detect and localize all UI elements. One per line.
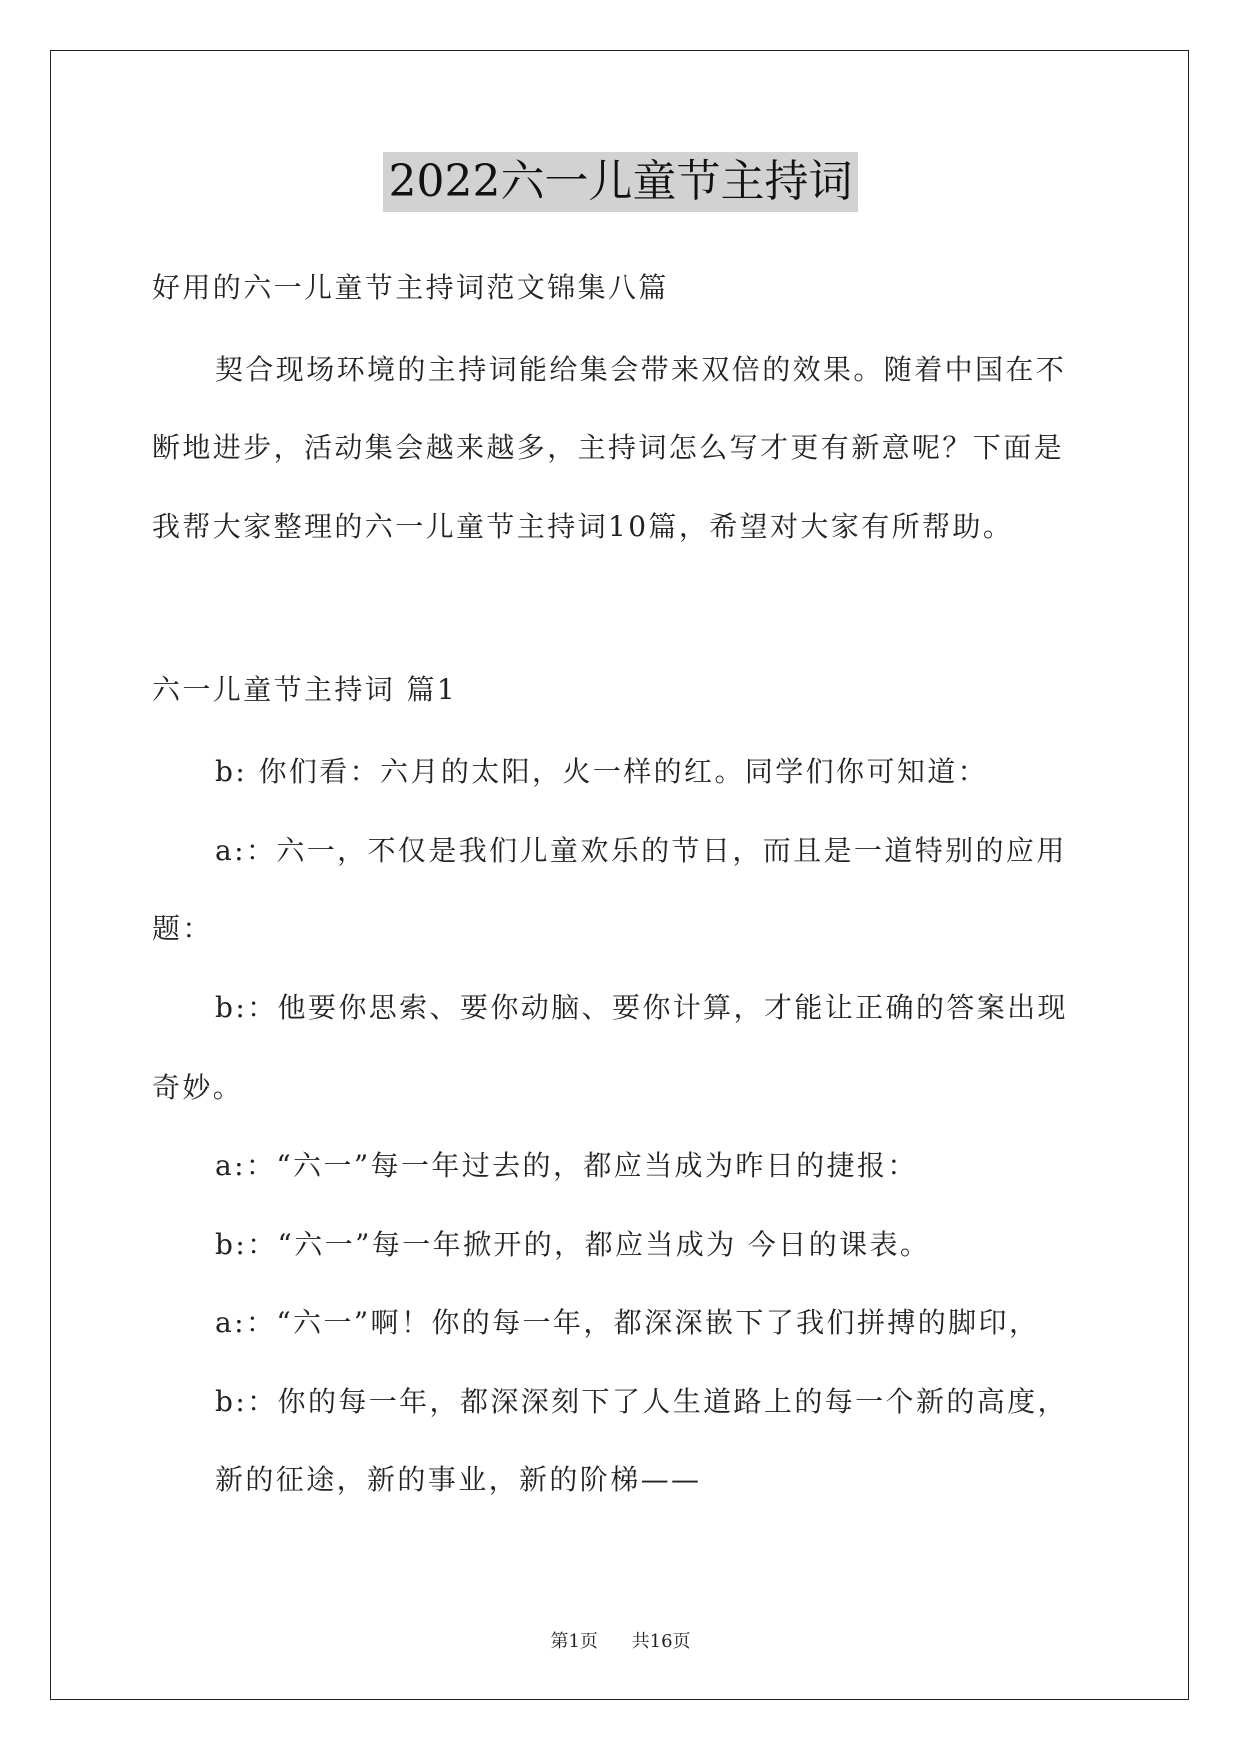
- title-container: [0, 152, 1241, 212]
- body-line-3: 题：: [152, 912, 213, 945]
- document-subtitle: 好用的六一儿童节主持词范文锦集八篇: [152, 271, 669, 304]
- body-line-10: 新的征途，新的事业，新的阶梯——: [215, 1463, 702, 1496]
- page-footer: [0, 1627, 1241, 1653]
- page-number: 第1页: [550, 1631, 598, 1652]
- intro-line-3: 我帮大家整理的六一儿童节主持词10篇，希望对大家有所帮助。: [152, 510, 1014, 543]
- body-line-7: b:：“六一”每一年掀开的，都应当成为 今日的课表。: [215, 1228, 931, 1261]
- body-line-1: b: 你们看：六月的太阳，火一样的红。同学们你可知道：: [215, 755, 989, 788]
- body-line-8: a:：“六一”啊！你的每一年，都深深嵌下了我们拼搏的脚印，: [215, 1306, 1040, 1339]
- body-line-9: b:：你的每一年，都深深刻下了人生道路上的每一个新的高度，: [215, 1385, 1068, 1418]
- document-title: 2022六一儿童节主持词: [383, 152, 859, 212]
- intro-line-1: 契合现场环境的主持词能给集会带来双倍的效果。随着中国在不: [215, 353, 1067, 386]
- body-line-5: 奇妙。: [152, 1071, 244, 1104]
- body-line-6: a:：“六一”每一年过去的，都应当成为昨日的捷报：: [215, 1149, 918, 1182]
- section-heading: 六一儿童节主持词 篇1: [152, 673, 458, 706]
- body-line-2: a:：六一，不仅是我们儿童欢乐的节日，而且是一道特别的应用: [215, 834, 1067, 867]
- page-total: 共16页: [631, 1631, 691, 1652]
- body-line-4: b:：他要你思索、要你动脑、要你计算，才能让正确的答案出现: [215, 991, 1068, 1024]
- intro-line-2: 断地进步，活动集会越来越多，主持词怎么写才更有新意呢？下面是: [152, 431, 1065, 464]
